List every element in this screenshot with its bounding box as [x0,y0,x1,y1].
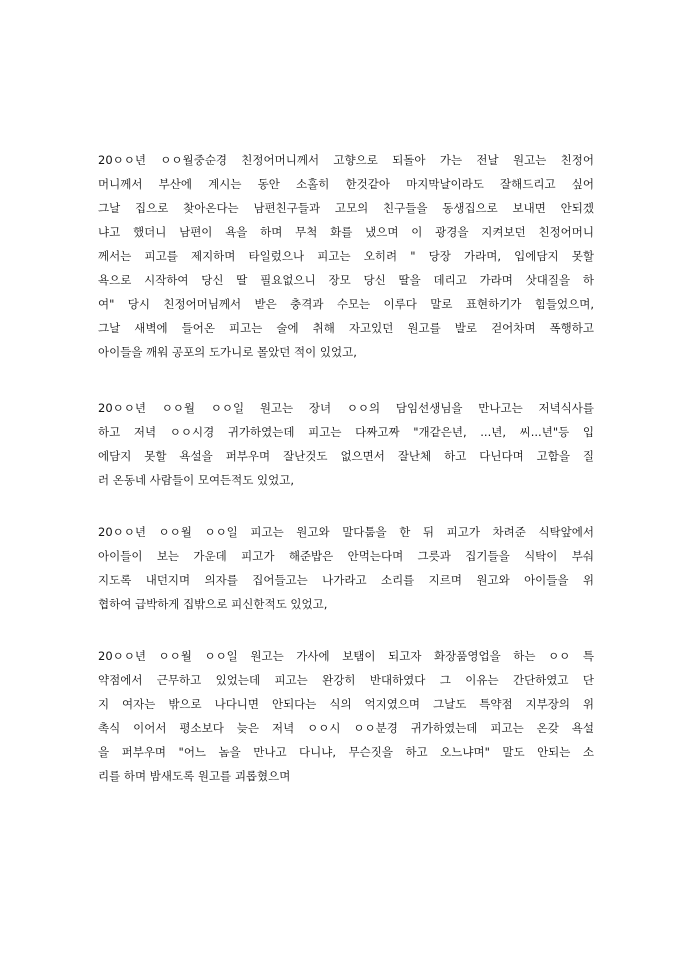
paragraph-2 [98,396,594,492]
text-line: 지도록 내던지며 의자를 집어들고는 나가라고 소리를 지르며 원고와 아이들을 위 [98,573,594,587]
text-line: 냐고 했더니 남편이 욕을 하며 무척 화를 냈으며 이 광경을 지켜보던 친정어머니 [98,225,594,239]
text-line: 을 퍼부우며 "어느 놈을 만나고 다니냐, 무슨짓을 하고 오느냐며" 말도 안되는 소 [98,745,594,759]
text-line: 머니께서 부산에 계시는 동안 소홀히 한것같아 마지막날이라도 잘해드리고 싶어 [98,177,594,191]
text-line: 약점에서 근무하고 있었는데 피고는 완강히 반대하였다 그 이유는 간단하였고 단 [98,673,594,687]
paragraph-4 [98,644,594,788]
text-line: 20ㅇㅇ년 ㅇㅇ월중순경 친정어머니께서 고향으로 되돌아 가는 전날 원고는 친정어 [98,153,594,167]
text-line: 그날 새벽에 들어온 피고는 술에 취해 자고있던 원고를 발로 걷어차며 폭행하고 [98,321,594,335]
text-line: 그날 집으로 찾아온다는 남편친구들과 고모의 친구들을 동생집으로 보내면 안되겠 [98,201,594,215]
text-line: 께서는 피고를 제지하며 타일렀으나 피고는 오히려 " 당장 가라며, 입에담지 못할 [98,249,594,263]
text-line: 아이들을 깨워 공포의 도가니로 몰았던 적이 있었고, [98,345,357,359]
paragraph-1 [98,148,594,364]
text-line: 하고 저녁 ㅇㅇ시경 귀가하였는데 피고는 다짜고짜 "개같은년, ...년, 씨...년"등 입 [98,425,594,439]
text-line: 20ㅇㅇ년 ㅇㅇ월 ㅇㅇ일 원고는 가사에 보탬이 되고자 화장품영업을 하는 ㅇㅇ 특 [98,649,594,663]
text-line: 에담지 못할 욕설을 퍼부우며 잘난것도 없으면서 잘난체 하고 다닌다며 고함을 질 [98,449,594,463]
text-line: 지 여자는 밖으로 나다니면 안되다는 식의 억지였으며 그날도 특약점 지부장의 위 [98,697,594,711]
text-line: 협하여 급박하게 집밖으로 피신한적도 있었고, [98,597,328,611]
text-line: 20ㅇㅇ년 ㅇㅇ월 ㅇㅇ일 피고는 원고와 말다툼을 한 뒤 피고가 차려준 식탁앞에서 [98,525,594,539]
text-line: 촉식 이어서 평소보다 늦은 저녁 ㅇㅇ시 ㅇㅇ분경 귀가하였는데 피고는 온갖 욕설 [98,721,594,735]
text-line: 20ㅇㅇ년 ㅇㅇ월 ㅇㅇ일 원고는 장녀 ㅇㅇ의 담임선생님을 만나고는 저녁식사를 [98,401,594,415]
text-line: 리를 하며 밤새도록 원고를 괴롭혔으며 [98,769,291,783]
text-line: 아이들이 보는 가운데 피고가 해준밥은 안먹는다며 그릇과 집기들을 식탁이 부숴 [98,549,594,563]
text-line: 러 온동네 사람들이 모여든적도 있었고, [98,473,295,487]
text-line: 욕으로 시작하여 당신 딸 필요없으니 장모 당신 딸을 데리고 가라며 삿대질을 하 [98,273,594,287]
paragraph-3 [98,520,594,616]
text-line: 여" 당시 친정어머님께서 받은 충격과 수모는 이루다 말로 표현하기가 힘들었으며, [98,297,594,311]
